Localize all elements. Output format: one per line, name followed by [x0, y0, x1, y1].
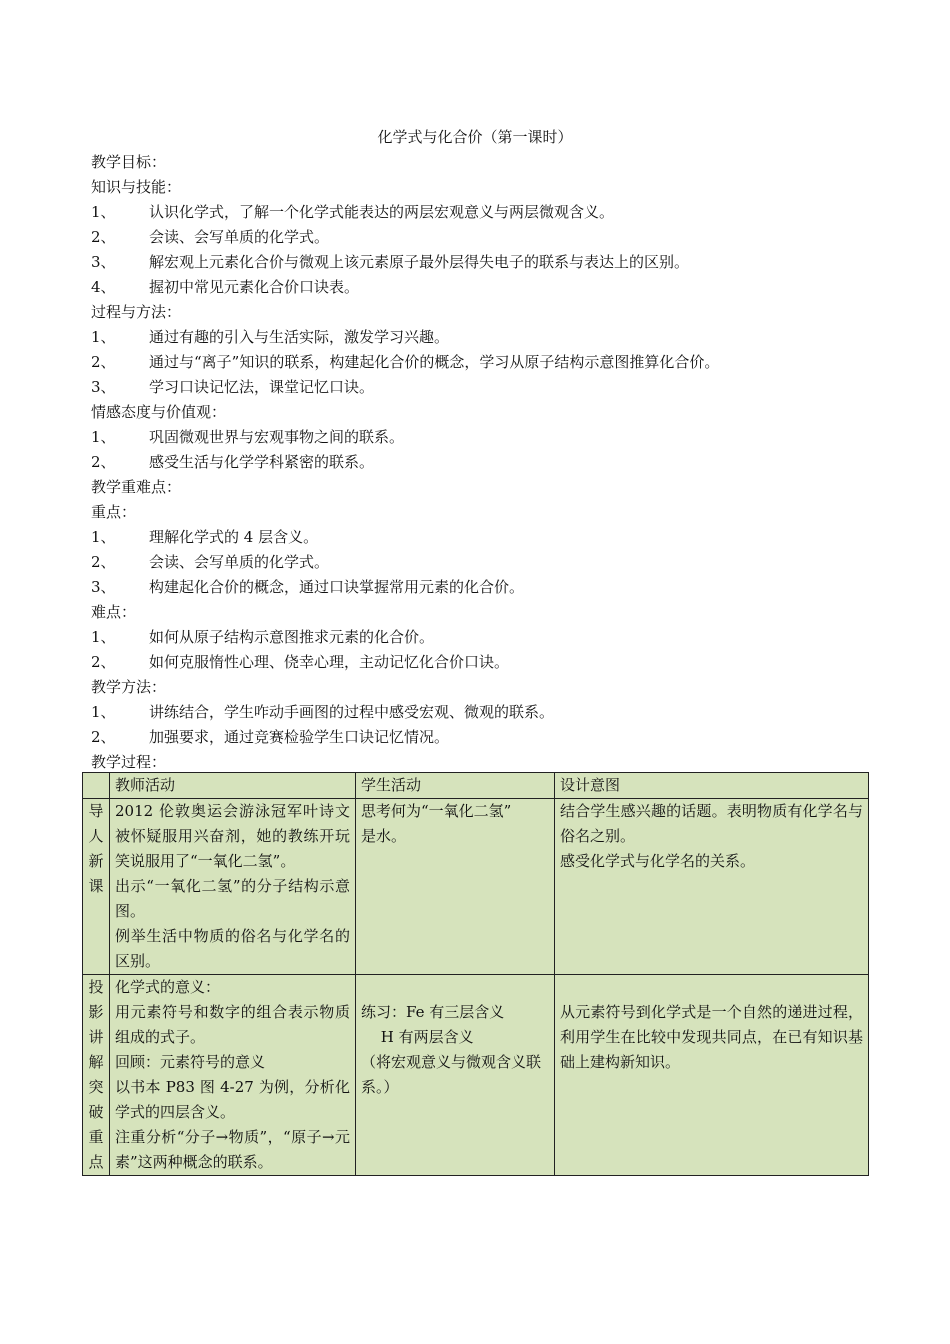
design-intent-text: 从元素符号到化学式是一个自然的递进过程，利用学生在比较中发现共同点，在已有知识基础上建构新知识。	[560, 1003, 863, 1071]
list-number: 2、	[91, 553, 116, 571]
list-item	[91, 552, 329, 572]
student-activity-text: （将宏观意义与微观含义联系。）	[361, 1053, 542, 1096]
line-text: 重点：	[91, 503, 137, 521]
teacher-activity-cell	[110, 975, 356, 1176]
section-heading	[91, 677, 166, 697]
section-heading	[91, 752, 166, 772]
section-heading	[91, 602, 136, 622]
list-number: 3、	[91, 578, 116, 596]
teacher-activity-text: 回顾：元素符号的意义	[115, 1053, 266, 1071]
list-item	[91, 702, 554, 722]
student-activity-cell	[356, 799, 555, 975]
header-design: 设计意图	[555, 773, 869, 799]
line-text: 情感态度与价值观：	[91, 403, 227, 421]
design-intent-cell	[555, 975, 869, 1176]
design-intent-text	[560, 975, 863, 1000]
student-activity-text	[361, 975, 549, 1000]
stage-char: 人	[88, 827, 104, 845]
list-number: 2、	[91, 228, 116, 246]
teacher-activity-text: 用元素符号和数字的组合表示物质组成的式子。	[115, 1003, 350, 1046]
list-number: 1、	[91, 428, 116, 446]
list-number: 3、	[91, 378, 116, 396]
table-row	[83, 975, 869, 1176]
line-text: 教学方法：	[91, 678, 167, 696]
line-text: 加强要求，通过竞赛检验学生口诀记忆情况。	[149, 728, 450, 746]
student-activity-text: 思考何为“一氧化二氢”	[361, 802, 512, 820]
list-number: 2、	[91, 353, 116, 371]
list-item	[91, 577, 524, 597]
teaching-process-table	[82, 772, 869, 1176]
teacher-activity-cell	[110, 799, 356, 975]
line-text: 巩固微观世界与宏观事物之间的联系。	[149, 428, 405, 446]
list-item	[91, 727, 449, 747]
line-text: 理解化学式的 4 层含义。	[149, 528, 319, 546]
list-number: 2、	[91, 728, 116, 746]
design-intent-text: 结合学生感兴趣的话题。表明物质有化学名与俗名之别。	[560, 802, 863, 845]
list-item	[91, 202, 614, 222]
list-item	[91, 252, 689, 272]
line-text: 知识与技能：	[91, 178, 182, 196]
list-number: 2、	[91, 653, 116, 671]
line-text: 会读、会写单质的化学式。	[149, 228, 330, 246]
section-heading	[91, 152, 166, 172]
list-number: 2、	[91, 453, 116, 471]
line-text: 学习口诀记忆法，课堂记忆口诀。	[149, 378, 375, 396]
line-text: 教学重难点：	[91, 478, 182, 496]
list-number: 1、	[91, 703, 116, 721]
stage-cell	[83, 799, 110, 975]
list-item	[91, 327, 449, 347]
section-heading	[91, 177, 181, 197]
line-text: 教学目标：	[91, 153, 167, 171]
list-number: 1、	[91, 328, 116, 346]
line-text: 通过有趣的引入与生活实际，激发学习兴趣。	[149, 328, 450, 346]
line-text: 如何克服惰性心理、侥幸心理，主动记忆化合价口诀。	[149, 653, 510, 671]
list-item	[91, 227, 329, 247]
list-number: 3、	[91, 253, 116, 271]
stage-cell	[83, 975, 110, 1176]
table-header-row	[83, 773, 869, 799]
line-text: 认识化学式，了解一个化学式能表达的两层宏观意义与两层微观含义。	[149, 203, 615, 221]
teacher-activity-text: 出示“一氧化二氢”的分子结构示意图。	[115, 877, 350, 920]
header-teacher: 教师活动	[110, 773, 356, 799]
line-text: 构建起化合价的概念，通过口诀掌握常用元素的化合价。	[149, 578, 525, 596]
section-heading	[91, 302, 181, 322]
stage-char: 重	[88, 1128, 104, 1146]
stage-char: 新	[88, 852, 104, 870]
list-item	[91, 352, 719, 372]
teacher-activity-text: 例举生活中物质的俗名与化学名的区别。	[115, 927, 350, 970]
teacher-activity-text: 以书本 P83 图 4-27 为例，分析化学式的四层含义。	[115, 1078, 350, 1121]
design-intent-text: 感受化学式与化学名的关系。	[560, 852, 756, 870]
line-text: 讲练结合，学生咋动手画图的过程中感受宏观、微观的联系。	[149, 703, 555, 721]
header-empty-cell	[83, 773, 110, 799]
line-text: 如何从原子结构示意图推求元素的化合价。	[149, 628, 435, 646]
section-heading	[91, 502, 136, 522]
student-activity-text: 是水。	[361, 827, 407, 845]
page-title: 化学式与化合价（第一课时）	[377, 128, 573, 146]
line-text: 通过与“离子”知识的联系，构建起化合价的概念，学习从原子结构示意图推算化合价。	[149, 353, 720, 371]
design-intent-cell	[555, 799, 869, 975]
stage-char: 导	[88, 802, 104, 820]
section-heading	[91, 477, 181, 497]
line-text: 感受生活与化学学科紧密的联系。	[149, 453, 375, 471]
student-activity-text: H 有两层含义	[361, 1028, 474, 1046]
list-item	[91, 377, 374, 397]
line-text: 教学过程：	[91, 753, 167, 771]
stage-char: 影	[88, 1003, 104, 1021]
stage-char: 解	[88, 1053, 104, 1071]
line-text: 解宏观上元素化合价与微观上该元素原子最外层得失电子的联系与表达上的区别。	[149, 253, 690, 271]
stage-char: 破	[88, 1103, 104, 1121]
stage-char: 点	[88, 1153, 104, 1171]
line-text: 会读、会写单质的化学式。	[149, 553, 330, 571]
stage-char: 突	[88, 1078, 104, 1096]
stage-char: 投	[88, 978, 104, 996]
list-item	[91, 427, 404, 447]
student-activity-text: 练习：Fe 有三层含义	[361, 1003, 505, 1021]
teacher-activity-text: 2012 伦敦奥运会游泳冠军叶诗文被怀疑服用兴奋剂，她的教练开玩笑说服用了“一氧化二氢”。	[115, 802, 350, 870]
list-number: 1、	[91, 628, 116, 646]
stage-char: 课	[88, 877, 104, 895]
stage-char: 讲	[88, 1028, 104, 1046]
list-item	[91, 277, 359, 297]
header-student: 学生活动	[356, 773, 555, 799]
list-number: 4、	[91, 278, 116, 296]
line-text: 过程与方法：	[91, 303, 182, 321]
student-activity-cell	[356, 975, 555, 1176]
list-item	[91, 527, 318, 547]
section-heading	[91, 402, 226, 422]
teacher-activity-text: 注重分析“分子→物质”，“原子→元素”这两种概念的联系。	[115, 1128, 350, 1171]
table-row	[83, 799, 869, 975]
list-number: 1、	[91, 203, 116, 221]
list-item	[91, 652, 509, 672]
list-number: 1、	[91, 528, 116, 546]
list-item	[91, 627, 434, 647]
list-item	[91, 452, 374, 472]
line-text: 握初中常见元素化合价口诀表。	[149, 278, 360, 296]
line-text: 难点：	[91, 603, 137, 621]
teacher-activity-text: 化学式的意义：	[115, 978, 221, 996]
